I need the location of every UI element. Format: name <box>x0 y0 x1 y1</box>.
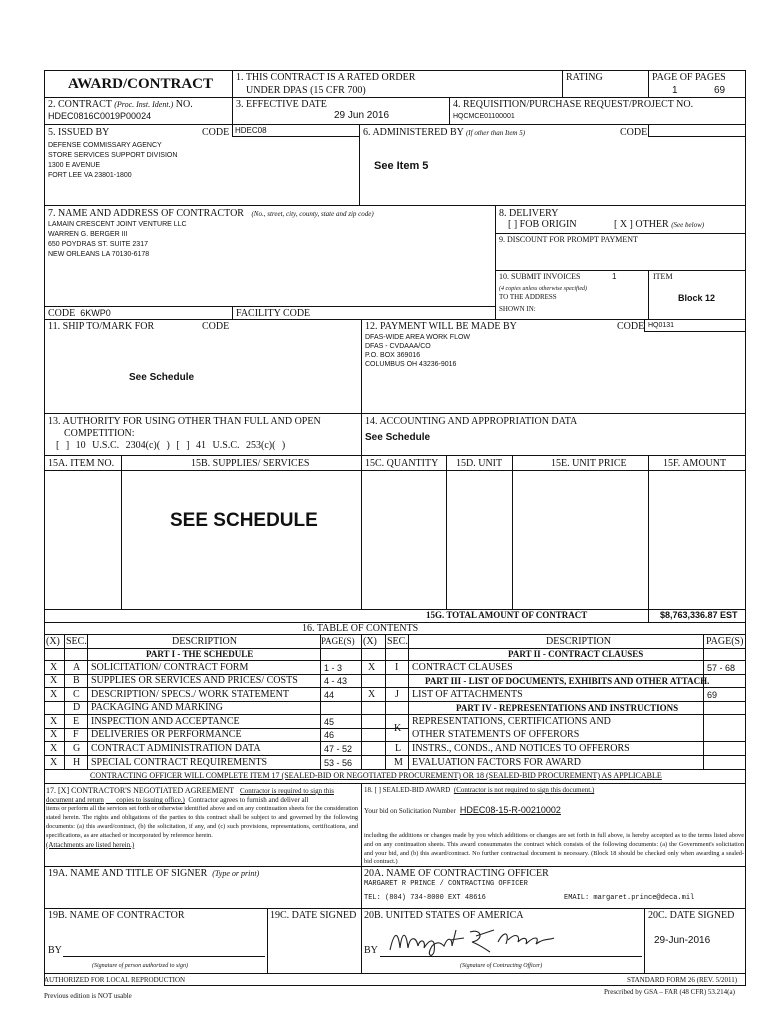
toc-desc: SUPPLIES OR SERVICES AND PRICES/ COSTS <box>91 675 298 686</box>
rule <box>361 634 362 769</box>
toc-part-4: PART IV - REPRESENTATIONS AND INSTRUCTIONS <box>456 703 679 713</box>
toc-sec: F <box>73 729 79 740</box>
see-schedule-text: SEE SCHEDULE <box>170 510 318 531</box>
rule <box>64 634 65 769</box>
rule <box>644 908 645 973</box>
toc-desc: DELIVERIES OR PERFORMANCE <box>91 729 242 740</box>
contractor-address: NEW ORLEANS LA 70130-6178 <box>48 251 150 258</box>
contractor-code: CODE 6KWP0 <box>48 308 111 319</box>
block-18-bid-number: HDEC08-15-R-00210002 <box>459 805 561 815</box>
toc-part-2: PART II - CONTRACT CLAUSES <box>508 649 644 659</box>
toc-x: X <box>50 689 58 700</box>
toc-col-desc: DESCRIPTION <box>172 636 238 647</box>
rule <box>44 609 746 610</box>
block-18-bid-label: Your bid on Solicitation Number <box>364 807 456 815</box>
block-18-head: 18. [ ] SEALED-BID AWARD <box>364 786 451 794</box>
officer-date-label: 20C. DATE SIGNED <box>648 910 735 921</box>
issued-by-address: STORE SERVICES SUPPORT DIVISION <box>48 152 178 159</box>
toc-desc: SPECIAL CONTRACT REQUIREMENTS <box>91 757 268 768</box>
contractor-address: 650 POYDRAS ST. SUITE 2317 <box>48 241 148 248</box>
rule <box>648 270 649 319</box>
rule <box>385 634 386 769</box>
issued-by-code-label: CODE <box>202 127 230 138</box>
toc-pages: 53 - 56 <box>324 758 353 768</box>
toc-col-x: (X) <box>46 636 60 647</box>
ship-to-label: 11. SHIP TO/MARK FOR <box>48 321 155 332</box>
rule <box>495 205 496 319</box>
toc-sec: G <box>73 743 81 754</box>
toc-sec: B <box>73 675 80 686</box>
effective-date-label: 3. EFFECTIVE DATE <box>236 99 327 110</box>
invoice-copies: 1 <box>612 272 617 281</box>
toc-part-1: PART I - THE SCHEDULE <box>146 649 254 659</box>
contracting-officer-note: CONTRACTING OFFICER WILL COMPLETE ITEM 17 (SEALED-BID OR NEGOTIATED PROCUREMENT) OR 18 (SEALED-BID PROCUREMENT) AS APPLICABLE <box>90 771 662 780</box>
toc-sec: K <box>394 723 402 734</box>
contractor-address: LAMAIN CRESCENT JOINT VENTURE LLC <box>48 221 187 228</box>
toc-desc: INSPECTION AND ACCEPTANCE <box>91 716 240 727</box>
col-item-no: 15A. ITEM NO. <box>48 458 115 469</box>
toc-x: X <box>50 675 58 686</box>
rule <box>44 783 746 784</box>
block-17-head-note <box>106 796 117 804</box>
issued-by-code: HDEC08 <box>235 126 267 135</box>
toc-pages: 57 - 68 <box>707 663 736 673</box>
ship-to-code-label: CODE <box>202 321 230 332</box>
block-18 <box>364 786 744 867</box>
rule <box>361 783 362 973</box>
payment-label: 12. PAYMENT WILL BE MADE BY <box>365 321 517 332</box>
rule <box>44 741 746 742</box>
rule <box>408 634 409 769</box>
toc-x: X <box>50 662 58 673</box>
block-18-body: including the additions or changes made by you which additions or changes are set forth in full above, is hereby accepted as to the terms listed above and on any continuation sheets. This award consummates the contract which consists of the following documents: (a) the Government's solicitation and your bid, and (b) this award/contract. No further contractual document is necessary. (Block 18 should be checked only when awarding a sealed-bid contract.) <box>364 832 744 866</box>
issued-by-label: 5. ISSUED BY <box>48 127 110 138</box>
toc-pages: 45 <box>324 717 335 727</box>
rule <box>44 205 746 206</box>
rule <box>232 306 233 319</box>
col-supplies: 15B. SUPPLIES/ SERVICES <box>191 458 310 469</box>
rule <box>267 908 268 973</box>
toc-pages: 46 <box>324 730 335 740</box>
footer-edition: Previous edition is NOT usable <box>44 992 132 1000</box>
col-amount: 15F. AMOUNT <box>663 458 727 469</box>
footer-form-number: STANDARD FORM 26 (REV. 5/2011) <box>627 976 738 984</box>
contractor-date-label: 19C. DATE SIGNED <box>270 910 357 921</box>
submit-invoices-label: 10. SUBMIT INVOICES <box>499 272 581 281</box>
toc-sec: L <box>395 743 402 754</box>
toc-part-3: PART III - LIST OF DOCUMENTS, EXHIBITS AND OTHER ATTACH. <box>425 676 710 686</box>
toc-x: X <box>50 757 58 768</box>
toc-desc: CONTRACT CLAUSES <box>412 662 513 673</box>
page-number: 1 <box>672 85 678 96</box>
invoice-address: SHOWN IN: <box>499 305 536 313</box>
payment-code: HQ0131 <box>648 322 675 329</box>
authority-label: 13. AUTHORITY FOR USING OTHER THAN FULL AND OPEN <box>48 416 321 427</box>
toc-col-sec: SEC. <box>387 636 408 647</box>
contractor-address-label: 7. NAME AND ADDRESS OF CONTRACTOR (No., street, city, county, state and zip code) <box>48 208 374 219</box>
toc-pages: 47 - 52 <box>324 744 353 754</box>
rule <box>44 973 746 974</box>
rule <box>562 70 563 97</box>
invoice-item-value: Block 12 <box>678 293 716 303</box>
rule <box>232 70 233 124</box>
rule <box>44 306 495 307</box>
block-17-head-note: copies to issuing office.) <box>116 796 185 805</box>
contracting-officer-email: EMAIL: margaret.prince@deca.mil <box>564 894 695 902</box>
rule <box>44 714 746 715</box>
page-label: PAGE OF PAGES <box>652 72 726 83</box>
toc-desc: EVALUATION FACTORS FOR AWARD <box>412 757 581 768</box>
toc-sec: E <box>73 716 80 727</box>
rule <box>44 319 746 320</box>
toc-desc: DESCRIPTION/ SPECS./ WORK STATEMENT <box>91 689 289 700</box>
toc-pages: 69 <box>707 690 718 700</box>
toc-sec: I <box>395 662 399 673</box>
toc-sec: A <box>73 662 81 673</box>
issued-by-address: 1300 E AVENUE <box>48 162 101 169</box>
toc-sec: H <box>73 757 81 768</box>
rule <box>44 908 746 909</box>
footer-prescribed: Prescribed by GSA – FAR (48 CFR) 53.214(a) <box>604 988 735 996</box>
invoice-note: (4 copies unless otherwise specified) <box>499 286 587 292</box>
toc-sec: D <box>73 702 81 713</box>
authority-label: COMPETITION: <box>64 428 135 439</box>
toc-x: X <box>50 729 58 740</box>
officer-signature <box>386 922 636 958</box>
toc-title: 16. TABLE OF CONTENTS <box>302 623 419 634</box>
toc-sec: C <box>73 689 80 700</box>
payment-code-label: CODE <box>617 321 645 332</box>
effective-date: 29 Jun 2016 <box>334 110 390 121</box>
rule <box>44 769 746 770</box>
block-17-body: items or perform all the services set forth or otherwise identified above and on any continuation sheets for the consideration stated herein. The rights and obligations of the parties to this contract shall be subject to and governed by the following documents: (a) this award/contract, (b) the solicitation, if any, and (c) such provisions, representations, certifications, and specifications, as are attached or incorporated by reference herein. <box>46 805 358 839</box>
toc-x: X <box>368 662 376 673</box>
toc-sec: M <box>394 757 403 768</box>
total-amount-value: $8,763,336.87 EST <box>660 610 738 620</box>
block-17-head-note: Contractor agrees to furnish and deliver all <box>188 796 309 805</box>
payment-address: COLUMBUS OH 43236-9016 <box>365 361 457 368</box>
rule <box>44 413 746 414</box>
discount-label: 9. DISCOUNT FOR PROMPT PAYMENT <box>499 235 638 244</box>
issued-by-address: FORT LEE VA 23801-1800 <box>48 172 132 179</box>
rule <box>495 233 746 234</box>
delivery-label: 8. DELIVERY <box>499 208 559 219</box>
invoice-item-label: ITEM <box>653 272 673 281</box>
block-18-head-note: (Contractor is not required to sign this document.) <box>453 786 595 794</box>
administered-by-value: See Item 5 <box>374 160 429 172</box>
rule <box>446 455 447 609</box>
accounting-value: See Schedule <box>365 432 431 443</box>
col-unit: 15D. UNIT <box>456 458 503 469</box>
rule <box>359 124 360 205</box>
authority-options: [ ] 10 U.S.C. 2304(c)( ) [ ] 41 U.S.C. 253(c)( ) <box>56 440 286 451</box>
requisition-label: 4. REQUISITION/PURCHASE REQUEST/PROJECT NO. <box>453 99 694 110</box>
signer-name-label: 19A. NAME AND TITLE OF SIGNER (Type or print) <box>48 868 260 879</box>
toc-desc: REPRESENTATIONS, CERTIFICATIONS AND <box>412 716 611 727</box>
rule <box>703 634 704 769</box>
toc-col-pages: PAGE(S) <box>321 636 355 646</box>
officer-date-value: 29-Jun-2016 <box>654 935 711 946</box>
payment-address: P.O. BOX 369016 <box>365 352 421 359</box>
officer-signature-glyphs <box>386 922 636 958</box>
usa-label: 20B. UNITED STATES OF AMERICA <box>364 910 524 921</box>
rule <box>44 755 746 756</box>
contractor-address: WARREN G. BERGER III <box>48 231 128 238</box>
rule <box>87 634 88 769</box>
toc-desc: OTHER STATEMENTS OF OFFERORS <box>412 729 580 740</box>
toc-desc: SOLICITATION/ CONTRACT FORM <box>91 662 249 673</box>
contractor-signature-line <box>63 956 265 957</box>
rating-label: RATING <box>566 72 603 83</box>
footer-reproduction: AUTHORIZED FOR LOCAL REPRODUCTION <box>44 976 186 984</box>
toc-col-pages: PAGE(S) <box>706 636 744 647</box>
delivery-other-checkbox: [ X ] OTHER (See below) <box>614 219 705 230</box>
contracting-officer-tel: TEL: (804) 734-8000 EXT 48616 <box>364 894 486 902</box>
toc-x: X <box>368 689 376 700</box>
block-17-head: 17. [X] CONTRACTOR'S NEGOTIATED AGREEMENT <box>46 786 235 795</box>
toc-pages: 1 - 3 <box>324 663 343 673</box>
issued-by-address: DEFENSE COMMISSARY AGENCY <box>48 142 162 149</box>
toc-col-desc: DESCRIPTION <box>546 636 612 647</box>
rule <box>44 470 746 471</box>
total-pages: 69 <box>714 85 726 96</box>
total-amount-label: 15G. TOTAL AMOUNT OF CONTRACT <box>426 610 588 620</box>
contractor-by: BY <box>48 945 62 956</box>
block-17-attachments: (Attachments are listed herein.) <box>46 840 135 849</box>
requisition-number: HQCMCE01100001 <box>453 113 515 120</box>
contract-number-label: 2. CONTRACT (Proc. Inst. Ident.) NO. <box>48 99 193 110</box>
rule <box>44 97 746 98</box>
toc-x: X <box>50 716 58 727</box>
toc-x: X <box>50 743 58 754</box>
col-quantity: 15C. QUANTITY <box>365 458 439 469</box>
officer-signature-note: (Signature of Contracting Officer) <box>460 963 543 969</box>
fob-origin-checkbox: [ ] FOB ORIGIN <box>508 219 577 230</box>
rule <box>44 660 746 661</box>
invoice-address: TO THE ADDRESS <box>499 293 557 301</box>
facility-code-label: FACILITY CODE <box>236 308 311 319</box>
contractor-name-label: 19B. NAME OF CONTRACTOR <box>48 910 185 921</box>
administered-by-label: 6. ADMINISTERED BY (If other than Item 5) <box>363 127 526 138</box>
administered-by-code-box <box>648 125 746 137</box>
toc-pages: 4 - 43 <box>324 676 348 686</box>
contracting-officer-name: MARGARET R PRINCE / CONTRACTING OFFICER <box>364 880 528 888</box>
rule <box>449 97 450 124</box>
rule <box>44 687 746 688</box>
contracting-officer-label: 20A. NAME OF CONTRACTING OFFICER <box>364 868 549 879</box>
rule <box>361 455 362 609</box>
rule <box>648 70 649 97</box>
contractor-signature-note: (Signature of person authorized to sign) <box>92 963 188 969</box>
block-17 <box>46 786 358 849</box>
toc-sec: J <box>395 689 399 700</box>
rule <box>512 455 513 609</box>
rated-order-label: 1. THIS CONTRACT IS A RATED ORDER <box>236 72 416 83</box>
col-unit-price: 15E. UNIT PRICE <box>551 458 627 469</box>
rule <box>361 319 362 455</box>
ship-to-value: See Schedule <box>129 372 195 383</box>
toc-col-sec: SEC. <box>66 636 87 647</box>
rule <box>44 634 746 635</box>
toc-col-x: (X) <box>363 636 377 647</box>
block-17-head-note: document and return <box>46 796 104 805</box>
payment-address: DFAS-WIDE AREA WORK FLOW <box>365 334 471 341</box>
rule <box>495 270 746 271</box>
rule <box>44 124 746 125</box>
rule <box>320 634 321 769</box>
rule <box>44 455 746 456</box>
contract-number: HDEC0816C0019P00024 <box>48 111 152 121</box>
rule <box>121 455 122 609</box>
toc-desc: CONTRACT ADMINISTRATION DATA <box>91 743 261 754</box>
accounting-label: 14. ACCOUNTING AND APPROPRIATION DATA <box>365 416 578 427</box>
toc-desc: INSTRS., CONDS., AND NOTICES TO OFFERORS <box>412 743 630 754</box>
toc-desc: LIST OF ATTACHMENTS <box>412 689 523 700</box>
block-17-head-note: Contractor is required to sign this <box>240 787 334 795</box>
rated-order-label: UNDER DPAS (15 CFR 700) <box>246 85 366 96</box>
toc-desc: PACKAGING AND MARKING <box>91 702 223 713</box>
form-title: AWARD/CONTRACT <box>68 76 214 92</box>
toc-pages: 44 <box>324 690 335 700</box>
rule <box>648 455 649 622</box>
officer-by: BY <box>364 945 378 956</box>
administered-by-code-label: CODE <box>620 127 648 138</box>
payment-address: DFAS - CVDAAA/CO <box>365 343 431 350</box>
